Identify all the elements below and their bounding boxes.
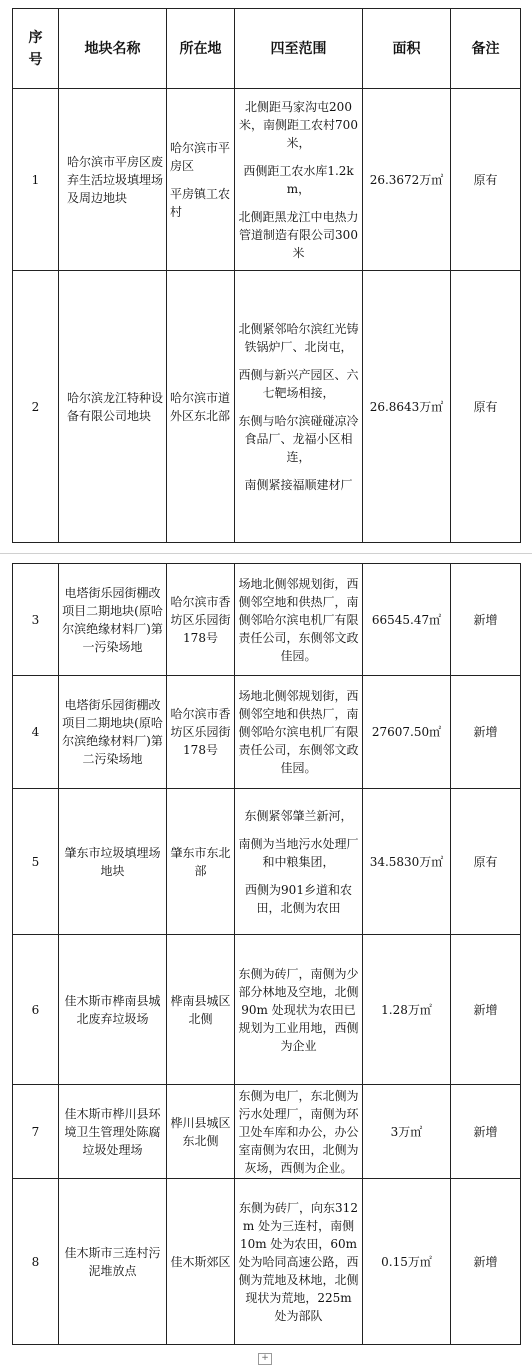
cell-name: 哈尔滨龙江特种设备有限公司地块 [59, 271, 167, 543]
cell-area: 3万㎡ [363, 1085, 451, 1179]
land-parcel-table-part1 [12, 8, 521, 543]
header-remark: 备注 [451, 9, 521, 89]
cell-no: 1 [13, 89, 59, 271]
cell-name: 哈尔滨市平房区废弃生活垃圾填埋场及周边地块 [59, 89, 167, 271]
cell-remark: 原有 [451, 789, 521, 935]
cell-name: 佳木斯市三连村污泥堆放点 [59, 1179, 167, 1345]
cell-remark: 原有 [451, 89, 521, 271]
cell-boundary: 东侧为电厂，东北侧为污水处理厂，南侧为环卫处车库和办公，办公室南侧为农田，北侧为灰场，西侧为企业。 [235, 1085, 363, 1179]
table-header-row [13, 9, 521, 89]
cell-name: 电塔街乐园街棚改项目二期地块(原哈尔滨绝缘材料厂)第二污染场地 [59, 676, 167, 789]
boundary-text: 东侧与哈尔滨碰碰凉冷食品厂、龙福小区相连， [238, 413, 359, 464]
cell-location: 桦川县城区东北侧 [167, 1085, 235, 1179]
location-line: 哈尔滨市平房区 [170, 140, 231, 173]
cell-area: 0.15万㎡ [363, 1179, 451, 1345]
page-break [0, 545, 532, 563]
boundary-text: 北侧距黑龙江中电热力管道制造有限公司300米 [238, 209, 359, 260]
table-row [13, 1179, 521, 1345]
cell-boundary [235, 271, 363, 543]
cell-remark: 新增 [451, 1179, 521, 1345]
cell-area: 1.28万㎡ [363, 935, 451, 1085]
cell-no: 3 [13, 564, 59, 676]
location-line: 平房镇工农村 [170, 186, 231, 219]
cell-area: 26.8643万㎡ [363, 271, 451, 543]
cell-no: 5 [13, 789, 59, 935]
cell-boundary: 东侧为砖厂，向东312m 处为三连村，南侧 10m 处为农田，60m 处为哈同高速公路，西侧为荒地及林地，北侧现状为荒地，225m 处为部队 [235, 1179, 363, 1345]
table-row [13, 935, 521, 1085]
cell-boundary: 东侧为砖厂，南侧为少部分林地及空地，北侧 90m 处现状为农田已规划为工业用地，西侧为企业 [235, 935, 363, 1085]
table-row [13, 1085, 521, 1179]
boundary-text: 西侧距工农水库1.2km， [243, 163, 354, 196]
cell-remark: 新增 [451, 935, 521, 1085]
table-row [13, 564, 521, 676]
land-parcel-table-part2 [12, 563, 521, 1345]
cell-location: 哈尔滨市香坊区乐园街178号 [167, 564, 235, 676]
cell-boundary [235, 789, 363, 935]
cell-remark: 新增 [451, 1085, 521, 1179]
table-row [13, 271, 521, 543]
cell-no: 4 [13, 676, 59, 789]
cell-no: 6 [13, 935, 59, 1085]
cell-no: 8 [13, 1179, 59, 1345]
cell-name: 肇东市垃圾填埋场地块 [59, 789, 167, 935]
header-location: 所在地 [167, 9, 235, 89]
cell-remark: 原有 [451, 271, 521, 543]
table-row [13, 676, 521, 789]
boundary-text: 西侧为901乡道和农田，北侧为农田 [245, 882, 352, 915]
cell-no: 2 [13, 271, 59, 543]
cell-boundary [235, 89, 363, 271]
cell-location: 哈尔滨市香坊区乐园街178号 [167, 676, 235, 789]
cell-location: 肇东市东北部 [167, 789, 235, 935]
cell-boundary: 场地北侧邻规划街，西侧邻空地和供热厂，南侧邻哈尔滨电机厂有限责任公司，东侧邻文政佳园。 [235, 564, 363, 676]
table-row [13, 89, 521, 271]
header-no: 序号 [13, 9, 59, 89]
cell-name: 电塔街乐园街棚改项目二期地块(原哈尔滨绝缘材料厂)第一污染场地 [59, 564, 167, 676]
cell-area: 27607.50㎡ [363, 676, 451, 789]
table-row [13, 789, 521, 935]
cell-area: 66545.47㎡ [363, 564, 451, 676]
boundary-text: 东侧紧邻肇兰新河， [244, 808, 353, 823]
cell-boundary: 场地北侧邻规划街，西侧邻空地和供热厂，南侧邻哈尔滨电机厂有限责任公司，东侧邻文政佳园。 [235, 676, 363, 789]
boundary-text: 北侧紧邻哈尔滨红光铸铁锅炉厂、北岗屯， [238, 321, 359, 354]
cell-area: 26.3672万㎡ [363, 89, 451, 271]
boundary-text: 南侧为当地污水处理厂和中粮集团， [238, 836, 359, 869]
cell-area: 34.5830万㎡ [363, 789, 451, 935]
cell-name: 佳木斯市桦川县环境卫生管理处陈腐垃圾处理场 [59, 1085, 167, 1179]
cell-location: 桦南县城区北侧 [167, 935, 235, 1085]
page-divider [0, 553, 532, 554]
boundary-text: 北侧距马家沟屯200米，南侧距工农村700米， [239, 99, 358, 150]
cell-location: 佳木斯郊区 [167, 1179, 235, 1345]
cell-remark: 新增 [451, 564, 521, 676]
table-add-row-handle[interactable]: + [258, 1353, 272, 1365]
cell-location: 哈尔滨市道外区东北部 [167, 271, 235, 543]
header-area: 面积 [363, 9, 451, 89]
header-boundary: 四至范围 [235, 9, 363, 89]
cell-no: 7 [13, 1085, 59, 1179]
boundary-text: 西侧与新兴产园区、六七靶场相接， [238, 367, 359, 400]
cell-location [167, 89, 235, 271]
header-name: 地块名称 [59, 9, 167, 89]
cell-name: 佳木斯市桦南县城北废弃垃圾场 [59, 935, 167, 1085]
boundary-text: 南侧紧接福顺建材厂 [244, 477, 353, 492]
cell-remark: 新增 [451, 676, 521, 789]
